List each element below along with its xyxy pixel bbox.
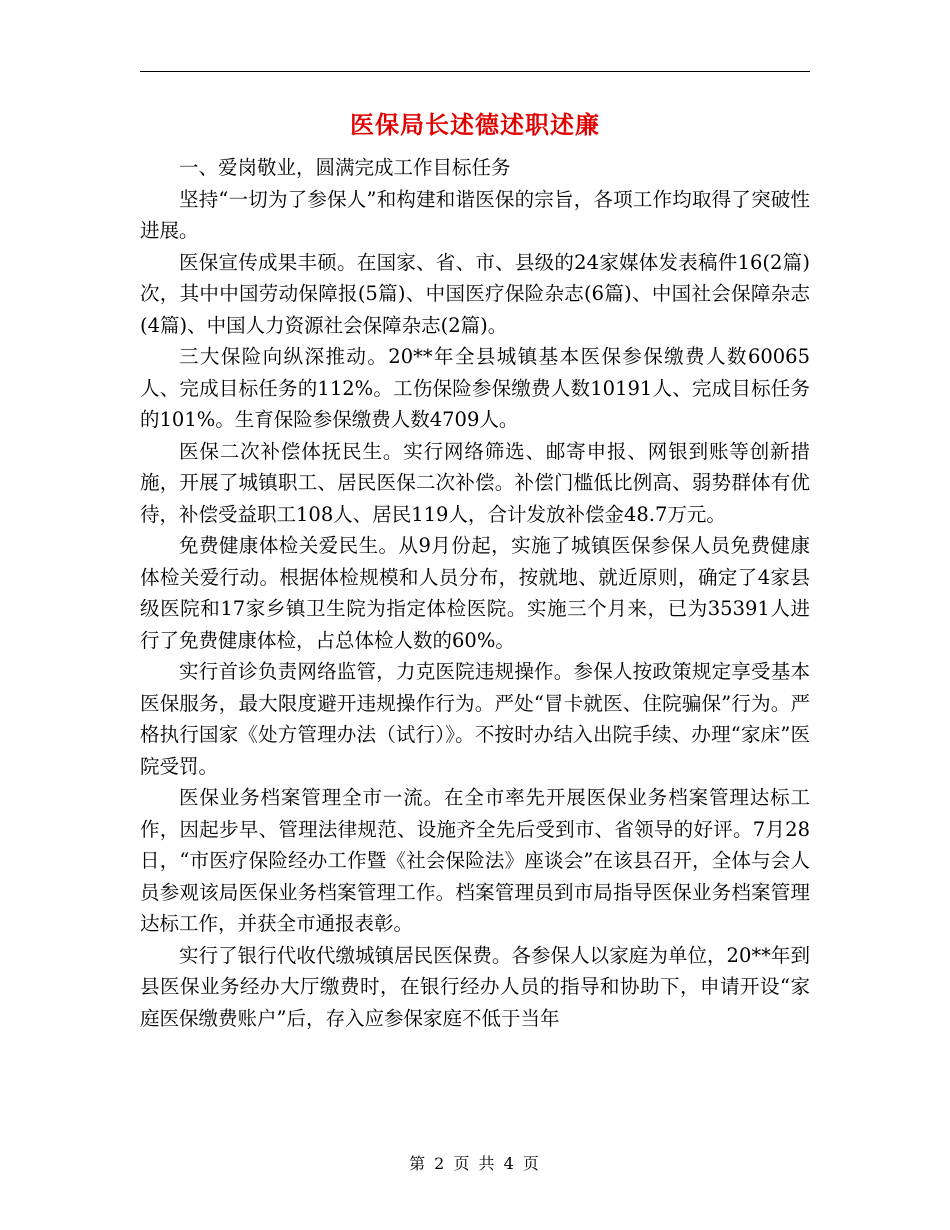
paragraph: 三大保险向纵深推动。20**年全县城镇基本医保参保缴费人数60065人、完成目标任务的112%。工伤保险参保缴费人数10191人、完成目标任务的101%。生育保险参保缴费人数4709人。 xyxy=(140,345,810,431)
header-rule xyxy=(140,71,810,72)
document-title: 医保局长述德述职述廉 xyxy=(350,110,600,139)
paragraph: 医保二次补偿体抚民生。实行网络筛选、邮寄申报、网银到账等创新措施，开展了城镇职工、居民医保二次补偿。补偿门槛低比例高、弱势群体有优待，补偿受益职工108人、居民119人，合计发放补偿金48.7万元。 xyxy=(140,439,810,526)
document-body xyxy=(140,152,810,1034)
paragraph: 实行了银行代收代缴城镇居民医保费。各参保人以家庭为单位，20**年到县医保业务经办大厅缴费时，在银行经办人员的指导和协助下，申请开设“家庭医保缴费账户”后，存入应参保家庭不低于当年 xyxy=(140,943,810,1030)
paragraph: 坚持“一切为了参保人”和构建和谐医保的宗旨，各项工作均取得了突破性进展。 xyxy=(140,187,810,242)
paragraph: 实行首诊负责网络监管，力克医院违规操作。参保人按政策规定享受基本医保服务，最大限度避开违规操作行为。严处“冒卡就医、住院骗保”行为。严格执行国家《处方管理办法（试行）》。不按时办结入出院手续、办理“家床”医院受罚。 xyxy=(140,660,810,778)
paragraph: 免费健康体检关爱民生。从9月份起，实施了城镇医保参保人员免费健康体检关爱行动。根据体检规模和人员分布，按就地、就近原则，确定了4家县级医院和17家乡镇卫生院为指定体检医院。实施三个月来，已为35391人进行了免费健康体检，占总体检人数的60%。 xyxy=(140,534,810,652)
paragraph: 医保业务档案管理全市一流。在全市率先开展医保业务档案管理达标工作，因起步早、管理法律规范、设施齐全先后受到市、省领导的好评。7月28日，“市医疗保险经办工作暨《社会保险法》座谈会”在该县召开，全体与会人员参观该局医保业务档案管理工作。档案管理员到市局指导医保业务档案管理达标工作，并获全市通报表彰。 xyxy=(140,786,810,935)
paragraph: 医保宣传成果丰硕。在国家、省、市、县级的24家媒体发表稿件16(2篇)次，其中中国劳动保障报(5篇)、中国医疗保险杂志(6篇)、中国社会保障杂志(4篇)、中国人力资源社会保障杂志(2篇)。 xyxy=(140,250,810,337)
section-heading: 一、爱岗敬业，圆满完成工作目标任务 xyxy=(179,156,511,179)
page-number: 第 2 页 共 4 页 xyxy=(409,1154,541,1173)
